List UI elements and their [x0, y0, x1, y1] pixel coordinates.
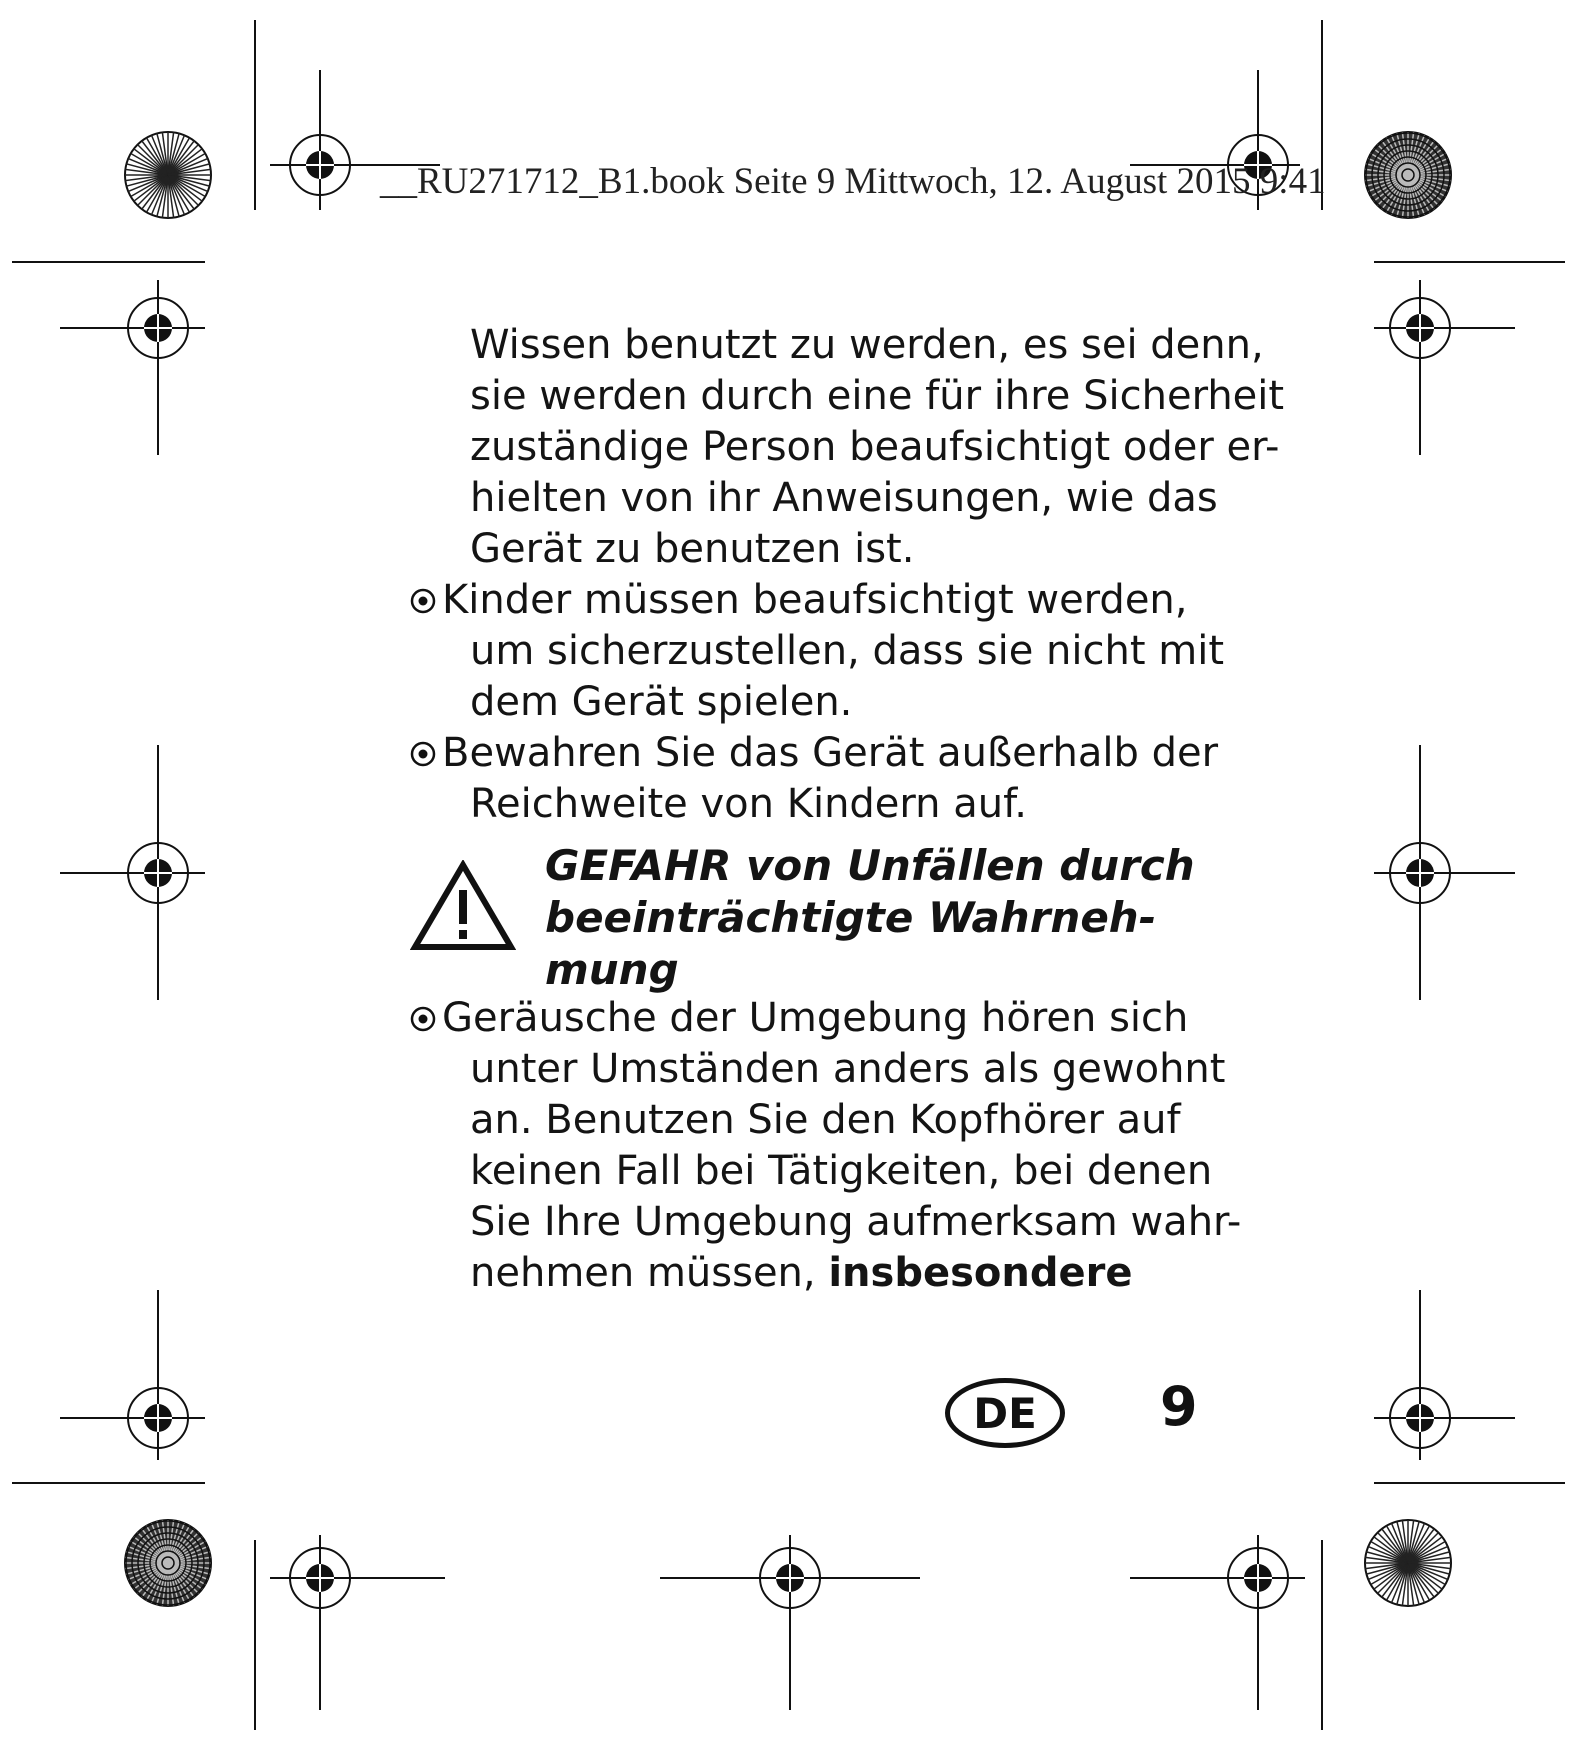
emphasis-text: insbesondere	[828, 1250, 1133, 1296]
intro-line: Wissen benutzt zu werden, es sei denn,	[470, 322, 1264, 368]
list-item-text: Bewahren Sie das Gerät außerhalb der	[442, 730, 1219, 776]
intro-line: zuständige Person beaufsichtigt oder er-	[470, 424, 1280, 470]
page-number: 9	[1160, 1375, 1198, 1438]
list-item-text: Kinder müssen beaufsichtigt werden,	[442, 577, 1188, 623]
warning-block	[410, 840, 1210, 993]
circle-dot-bullet-icon	[410, 741, 436, 767]
circle-dot-bullet-icon	[410, 1006, 436, 1032]
warning-triangle-icon	[410, 860, 516, 952]
warning-title-line: mung	[545, 945, 679, 994]
intro-line: sie werden durch eine für ihre Sicherheit	[470, 373, 1285, 419]
intro-line: Gerät zu benutzen ist.	[470, 526, 915, 572]
page-content	[410, 320, 1285, 1299]
list-item	[410, 575, 1210, 626]
warning-title-line: beeinträchtigte Wahrneh-	[545, 893, 1157, 942]
warning-title-line: GEFAHR von Unfällen durch	[545, 841, 1195, 890]
list-item	[410, 728, 1219, 779]
list-item-line: unter Umständen anders als gewohnt	[470, 1046, 1226, 1092]
list-item-line	[410, 1248, 1210, 1299]
list-item-text: nehmen müssen,	[470, 1250, 829, 1296]
list-item-text: Geräusche der Umgebung hören sich	[442, 995, 1189, 1041]
list-item-line: um sicherzustellen, dass sie nicht mit	[470, 628, 1225, 674]
list-item	[410, 993, 1210, 1044]
language-badge: DE	[945, 1378, 1065, 1448]
list-item-line: an. Benutzen Sie den Kopfhörer auf	[470, 1097, 1181, 1143]
list-item-line: Reichweite von Kindern auf.	[470, 781, 1027, 827]
circle-dot-bullet-icon	[410, 588, 436, 614]
intro-line: hielten von ihr Anweisungen, wie das	[470, 475, 1218, 521]
list-item-line: Sie Ihre Umgebung aufmerksam wahr-	[470, 1199, 1242, 1245]
list-item-line: keinen Fall bei Tätigkeiten, bei denen	[470, 1148, 1213, 1194]
warning-title	[545, 840, 1195, 996]
book-file-header: __RU271712_B1.book Seite 9 Mittwoch, 12. August 2015 9:41	[380, 161, 1326, 202]
list-item-line: dem Gerät spielen.	[470, 679, 853, 725]
